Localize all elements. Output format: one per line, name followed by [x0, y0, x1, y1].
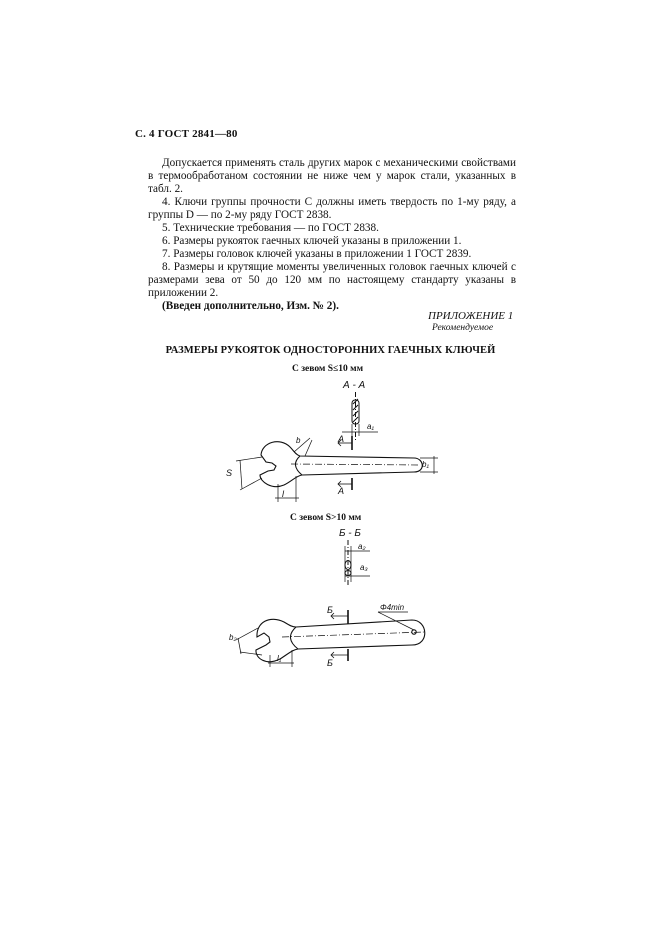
section-mark: А: [338, 486, 345, 496]
figure2-caption: С зевом S>10 мм: [290, 513, 362, 523]
wrench-small: [260, 442, 422, 487]
appendix-title: ПРИЛОЖЕНИЕ 1: [428, 310, 514, 322]
label-a2: a₂: [358, 542, 366, 551]
dim-l: [275, 476, 299, 502]
paragraph: 5. Технические требования — по ГОСТ 2838.: [162, 222, 379, 234]
body-text: [148, 157, 516, 313]
section-label: А - А: [343, 380, 366, 391]
label-b1: b₁: [422, 460, 429, 469]
section-a-profile: [342, 392, 378, 440]
dim-s: [236, 457, 262, 490]
label-s: S: [226, 468, 233, 478]
cutting-plane-b-bottom: [331, 649, 348, 661]
label-a3: a₃: [360, 563, 368, 572]
section-label: Б - Б: [339, 528, 361, 539]
amendment-note: (Введен дополнительно, Изм. № 2).: [162, 300, 339, 312]
label-l1: l₁: [277, 654, 282, 663]
section-mark: Б: [327, 605, 333, 615]
cutting-plane-b-top: [331, 610, 348, 624]
figure1-drawing: [215, 372, 455, 510]
paragraph: 8. Размеры и крутящие моменты увеличенных головок гаечных ключей с размерами зева от 50 до 120 мм по настоящему стандарту указаны в приложении 2.: [148, 261, 516, 299]
label-hole: Φ4min: [380, 603, 405, 612]
figure2-drawing: [225, 522, 445, 670]
paragraph: 6. Размеры рукояток гаечных ключей указаны в приложении 1.: [162, 235, 462, 247]
section-mark: А: [338, 434, 345, 444]
figure1-caption: С зевом S≤10 мм: [292, 364, 364, 374]
section-mark: Б: [327, 658, 333, 668]
label-b2: b₂: [229, 633, 237, 642]
appendix-subtitle: Рекомендуемое: [432, 323, 494, 333]
paragraph: 4. Ключи группы прочности С должны иметь твердость по 1-му ряду, а группы D — по 2-му ряду ГОСТ 2838.: [148, 196, 516, 221]
dim-b2: [236, 628, 262, 655]
page-header: С. 4 ГОСТ 2841—80: [135, 128, 238, 140]
label-l: l: [282, 489, 284, 499]
paragraph: 7. Размеры головок ключей указаны в приложении 1 ГОСТ 2839.: [162, 248, 472, 260]
appendix-main-title: РАЗМЕРЫ РУКОЯТОК ОДНОСТОРОННИХ ГАЕЧНЫХ КЛЮЧЕЙ: [165, 345, 496, 356]
label-a1: a₁: [367, 422, 374, 431]
label-b: b: [296, 436, 301, 445]
dim-hole: [378, 612, 414, 630]
paragraph: Допускается применять сталь других марок с механическими свойствами в термообработаном состоянии не ниже чем у марок стали, указанных в табл. 2.: [148, 157, 516, 195]
